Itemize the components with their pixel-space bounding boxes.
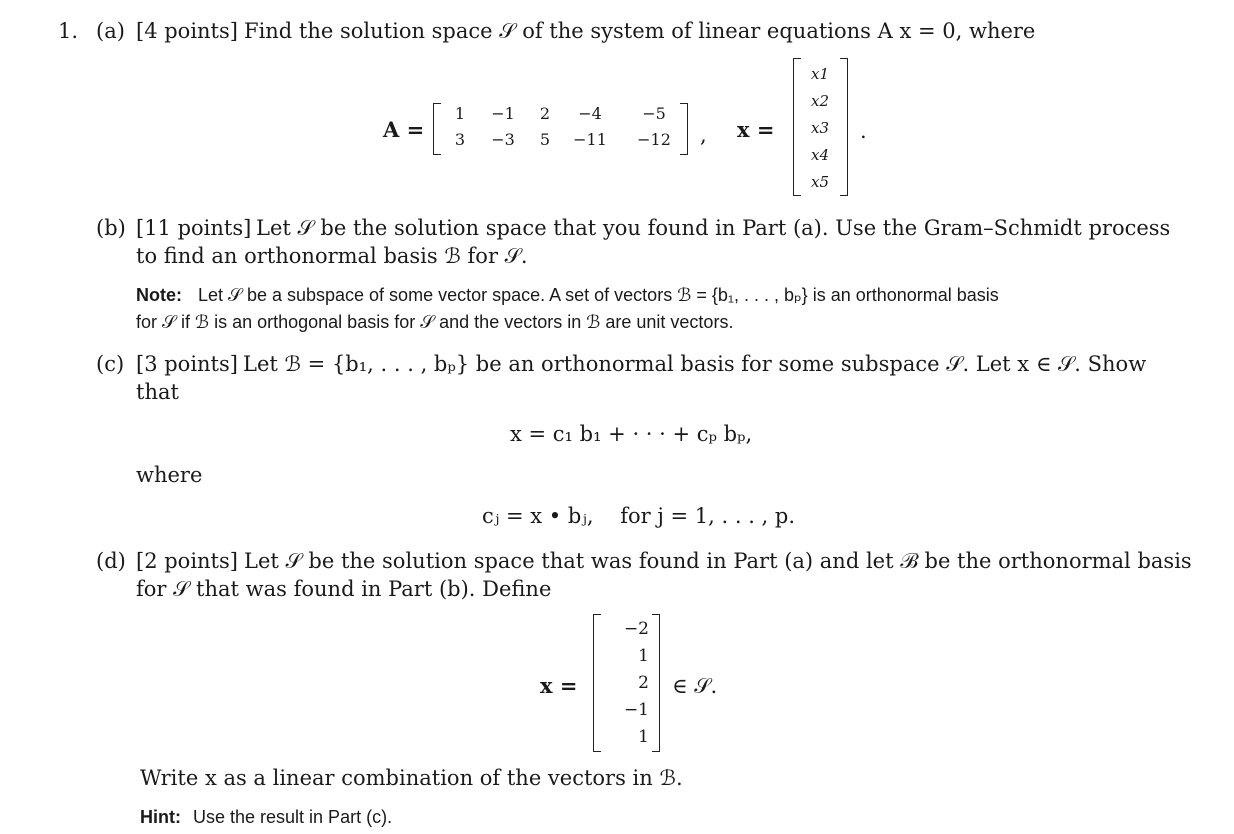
part-c-line1: Let ℬ = {b₁, . . . , bₚ} be an orthonormal basis for some subspace 𝒮. Let x ∈ 𝒮. Show xyxy=(243,352,1147,376)
vector-x-entry: x5 xyxy=(810,173,829,191)
hint-label: Hint: xyxy=(140,807,181,827)
matrix-a-cell: 1 xyxy=(454,104,466,123)
note-line2: for 𝒮 if ℬ is an orthogonal basis for 𝒮 and the vectors in ℬ are unit vectors. xyxy=(136,312,734,332)
matrix-a-cell: −12 xyxy=(637,130,671,149)
part-c-line2: that xyxy=(136,380,179,404)
vector-x-entry: x4 xyxy=(810,146,829,164)
vector-xd-entry: 2 xyxy=(638,673,649,693)
matrix-a-label: A = xyxy=(383,117,425,142)
vector-xd-left-bracket xyxy=(593,614,601,752)
matrix-a-cell: 2 xyxy=(539,104,551,123)
part-c-points: [3 points] xyxy=(136,352,238,376)
vector-xd-entry: −2 xyxy=(623,619,649,639)
matrix-a-cell: −4 xyxy=(578,104,602,123)
vector-x-label: x = xyxy=(737,117,775,142)
part-d-line2: for 𝒮 that was found in Part (b). Define xyxy=(136,577,552,601)
matrix-a-cell: −1 xyxy=(491,104,515,123)
note-label: Note: xyxy=(136,285,182,305)
matrix-a-cell: 3 xyxy=(454,130,466,149)
vector-xd-entry: −1 xyxy=(623,700,649,720)
part-d-points: [2 points] xyxy=(136,549,238,573)
part-c-equation1: x = c₁ b₁ + · · · + cₚ bₚ, xyxy=(510,422,753,446)
vector-x-right-bracket xyxy=(840,58,848,196)
matrix-comma: , xyxy=(700,123,707,147)
part-b-line2: to find an orthonormal basis ℬ for 𝒮. xyxy=(136,244,528,268)
vector-x-entry: x3 xyxy=(810,119,829,137)
matrix-a-cell: −5 xyxy=(642,104,666,123)
part-d-label: (d) xyxy=(96,549,126,573)
vector-x-period: . xyxy=(860,119,867,143)
part-c-equation2: cⱼ = x • bⱼ, for j = 1, . . . , p. xyxy=(482,504,796,528)
matrix-a-cell: −3 xyxy=(491,130,515,149)
vector-xd-entry: 1 xyxy=(638,727,649,747)
part-d-write-line: Write x as a linear combination of the vectors in ℬ. xyxy=(140,766,683,790)
matrix-a-left-bracket xyxy=(433,103,441,155)
problem-number: 1. xyxy=(58,19,79,43)
vector-xd-entry: 1 xyxy=(638,646,649,666)
part-b-points: [11 points] xyxy=(136,216,252,240)
part-c-label: (c) xyxy=(96,352,125,376)
part-a-text: Find the solution space 𝒮 of the system of linear equations A x = 0, where xyxy=(244,19,1036,43)
vector-x-entry: x2 xyxy=(810,92,829,110)
vector-x-entry: x1 xyxy=(810,65,829,83)
part-b-line1: Let 𝒮 be the solution space that you found in Part (a). Use the Gram–Schmidt process xyxy=(256,216,1171,240)
vector-xd-label: x = xyxy=(540,673,578,698)
vector-xd-right-bracket xyxy=(652,614,660,752)
note-line1: Let 𝒮 be a subspace of some vector space. A set of vectors ℬ = {b₁, . . . , bₚ} is an orthonormal basis xyxy=(198,285,999,305)
part-b-label: (b) xyxy=(96,216,126,240)
in-s-text: ∈ 𝒮. xyxy=(672,674,718,698)
part-a-points: [4 points] xyxy=(136,19,238,43)
matrix-a-cell: 5 xyxy=(539,130,551,149)
vector-x-left-bracket xyxy=(793,58,801,196)
matrix-a-cell: −11 xyxy=(573,130,607,149)
part-a-label: (a) xyxy=(96,19,125,43)
matrix-a-right-bracket xyxy=(680,103,688,155)
hint-text: Use the result in Part (c). xyxy=(193,807,393,827)
part-c-where: where xyxy=(136,463,203,487)
part-d-line1: Let 𝒮 be the solution space that was found in Part (a) and let ℬ be the orthonormal basis xyxy=(244,549,1192,573)
